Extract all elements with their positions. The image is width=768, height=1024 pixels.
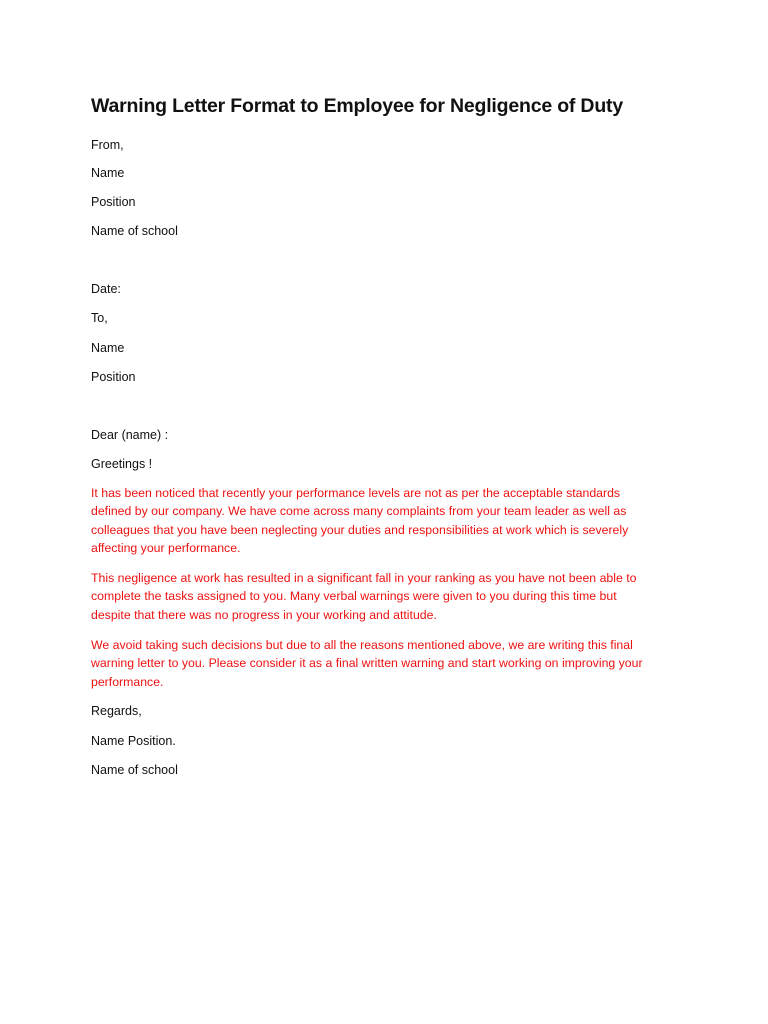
sender-name: Name [91, 166, 125, 180]
paragraph-line: complete the tasks assigned to you. Many verbal warnings were given to you during this time but [91, 589, 617, 604]
greeting: Greetings ! [91, 457, 153, 471]
from-label: From, [91, 138, 124, 152]
date-label: Date: [91, 282, 121, 296]
sender-position: Position [91, 195, 136, 209]
salutation: Dear (name) : [91, 428, 169, 442]
paragraph-line: defined by our company. We have come across many complaints from your team leader as well as [91, 504, 627, 519]
signature-name-position: Name Position. [91, 734, 176, 748]
signature-school: Name of school [91, 763, 178, 777]
recipient-name: Name [91, 341, 125, 355]
paragraph-line: affecting your performance. [91, 540, 241, 555]
sender-school: Name of school [91, 224, 178, 238]
paragraph-line: It has been noticed that recently your performance levels are not as per the acceptable standards [91, 486, 621, 500]
body-paragraph-1 [91, 484, 671, 557]
to-label: To, [91, 311, 108, 325]
letter-title: Warning Letter Format to Employee for Negligence of Duty [91, 95, 623, 117]
paragraph-line: This negligence at work has resulted in a significant fall in your ranking as you have not been able to [91, 571, 637, 585]
paragraph-line: warning letter to you. Please consider it as a final written warning and start working on improving your [91, 656, 643, 671]
closing: Regards, [91, 704, 142, 718]
body-paragraph-2 [91, 569, 671, 624]
recipient-position: Position [91, 370, 136, 384]
paragraph-line: despite that there was no progress in your working and attitude. [91, 607, 437, 622]
paragraph-line: colleagues that you have been neglecting your duties and responsibilities at work which is severely [91, 522, 629, 537]
paragraph-line: performance. [91, 674, 164, 689]
paragraph-line: We avoid taking such decisions but due to all the reasons mentioned above, we are writing this final [91, 638, 633, 652]
body-paragraph-3 [91, 636, 671, 691]
